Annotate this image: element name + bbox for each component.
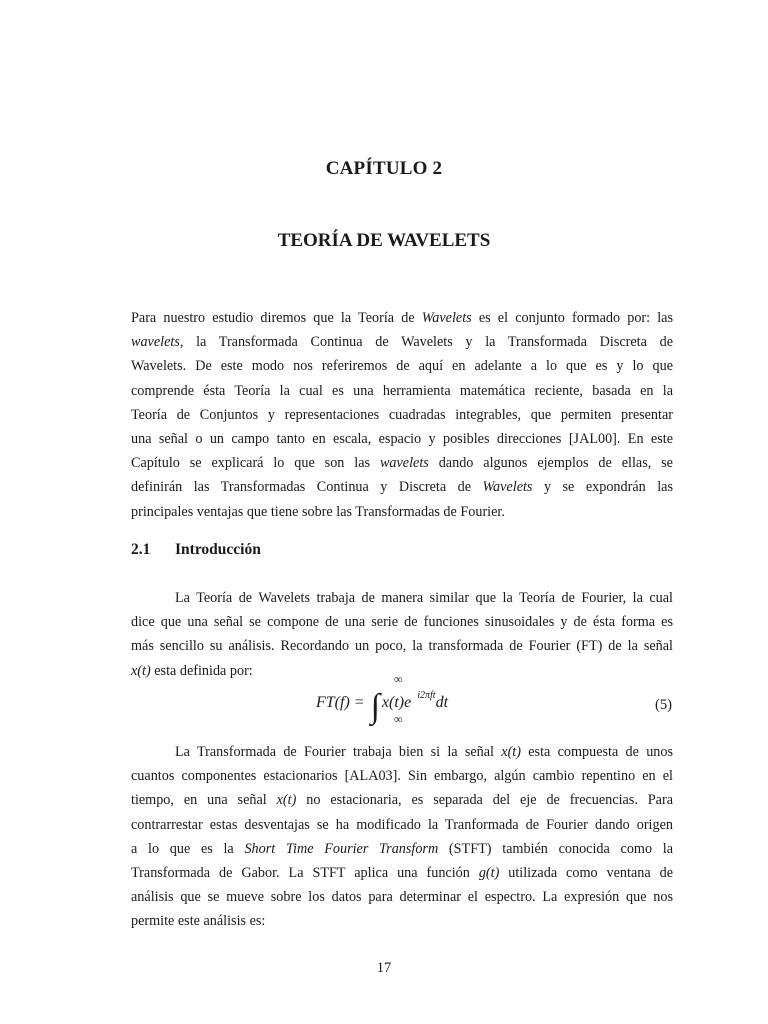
equation-tail: dt — [435, 694, 449, 711]
text-run: definirán las Transformadas Continua y Discreta de — [131, 479, 483, 496]
paragraph-line — [131, 427, 673, 451]
text-run: permite este análisis es: — [131, 913, 266, 930]
text-run: Para nuestro estudio diremos que la Teoría de — [131, 310, 422, 326]
text-run: y se expondrán las — [532, 479, 673, 496]
paragraph-line — [131, 885, 673, 909]
paragraph-line — [131, 861, 673, 885]
text-run: contrarrestar estas desventajas se ha modificado la Tranformada de Fourier dando origen — [131, 816, 673, 833]
italic-term: wavelets — [131, 334, 180, 351]
paragraph-line — [131, 306, 673, 330]
intro-paragraph — [131, 306, 673, 524]
paragraph-line — [131, 500, 673, 524]
chapter-label: CAPÍTULO 2 — [325, 158, 443, 179]
italic-term: Wavelets — [482, 479, 533, 496]
paragraph-line — [131, 330, 673, 354]
text-run: , la Transformada Continua de Wavelets y la Transformada Discreta de — [179, 334, 673, 351]
text-run: a lo que es la — [131, 840, 245, 857]
text-run: no estacionaria, es separada del eje de frecuencias. Para — [296, 792, 673, 809]
text-run: tiempo, en una señal — [131, 792, 277, 809]
paragraph-line — [131, 610, 673, 634]
text-run: principales ventajas que tiene sobre las Transformadas de Fourier. — [131, 503, 505, 520]
text-run: dando algunos ejemplos de ellas, se — [428, 455, 673, 472]
integral-lower-limit: ∞ — [394, 712, 403, 726]
paragraph-line — [131, 837, 673, 861]
equation-number: (5) — [655, 697, 672, 713]
text-run: una señal o un campo tanto en escala, espacio y posibles direcciones [JAL00]. En este — [131, 431, 673, 448]
text-run: Capítulo se explicará lo que son las — [131, 455, 380, 472]
italic-term: Wavelets — [421, 310, 472, 326]
equation-integrand: x(t)e — [381, 694, 412, 711]
section-heading — [131, 541, 261, 559]
text-run: esta definida por: — [150, 662, 253, 679]
integral-upper-limit: ∞ — [394, 672, 403, 686]
paragraph-line — [131, 403, 673, 427]
text-run: utilizada como ventana de — [499, 865, 673, 882]
text-run: comprende ésta Teoría la cual es una herramienta matemática reciente, basada en la — [131, 382, 673, 399]
equation-exponent: i2πft — [417, 690, 436, 701]
italic-term: Short Time Fourier Transform — [244, 840, 439, 857]
paragraph-line — [131, 634, 673, 658]
text-run: análisis que se mueve sobre los datos para determinar el espectro. La expresión que nos — [131, 889, 673, 906]
math-symbol: g(t) — [478, 865, 500, 882]
math-symbol: x(t) — [501, 744, 521, 760]
paragraph-line — [131, 764, 673, 788]
chapter-title: TEORÍA DE WAVELETS — [277, 230, 491, 251]
text-run: Wavelets. De este modo nos referiremos de aquí en adelante a lo que es y lo que — [131, 358, 673, 375]
text-run: esta compuesta de unos — [520, 744, 674, 760]
introduction-paragraph — [131, 586, 673, 683]
text-run: La Teoría de Wavelets trabaja de manera similar que la Teoría de Fourier, la cual — [175, 590, 673, 606]
equation-lhs: FT(f) = — [316, 694, 369, 711]
text-run: dice que una señal se compone de una serie de funciones sinusoidales y de ésta forma es — [131, 614, 673, 631]
fourier-transform-equation — [316, 672, 449, 726]
text-run: Transformada de Gabor. La STFT aplica una función — [131, 865, 479, 882]
math-symbol: x(t) — [131, 662, 151, 679]
text-run: cuantos componentes estacionarios [ALA03]. Sin embargo, algún cambio repentino en el — [131, 768, 673, 785]
paragraph-line — [131, 451, 673, 475]
paragraph-line — [131, 586, 673, 610]
text-run: más sencillo su análisis. Recordando un poco, la transformada de Fourier (FT) de la señal — [131, 638, 673, 655]
math-symbol: x(t) — [276, 792, 297, 809]
section-number: 2.1 — [131, 541, 151, 558]
text-run: es el conjunto formado por: las — [471, 310, 673, 326]
paragraph-line — [131, 813, 673, 837]
paragraph-line — [131, 475, 673, 499]
text-run: Teoría de Conjuntos y representaciones cuadradas integrables, que permiten presentar — [131, 406, 673, 423]
paragraph-line — [131, 354, 673, 378]
section-title: Introducción — [175, 541, 261, 558]
paragraph-line — [131, 788, 673, 812]
paragraph-line — [131, 740, 673, 764]
paragraph-line — [131, 379, 673, 403]
stft-paragraph — [131, 740, 673, 934]
text-run: (STFT) también conocida como la — [438, 840, 673, 857]
integral-sign: ∫ — [370, 688, 380, 725]
paragraph-line — [131, 909, 673, 933]
text-run: La Transformada de Fourier trabaja bien si la señal — [175, 744, 502, 760]
italic-term: wavelets — [379, 455, 429, 472]
page-number: 17 — [376, 960, 392, 976]
